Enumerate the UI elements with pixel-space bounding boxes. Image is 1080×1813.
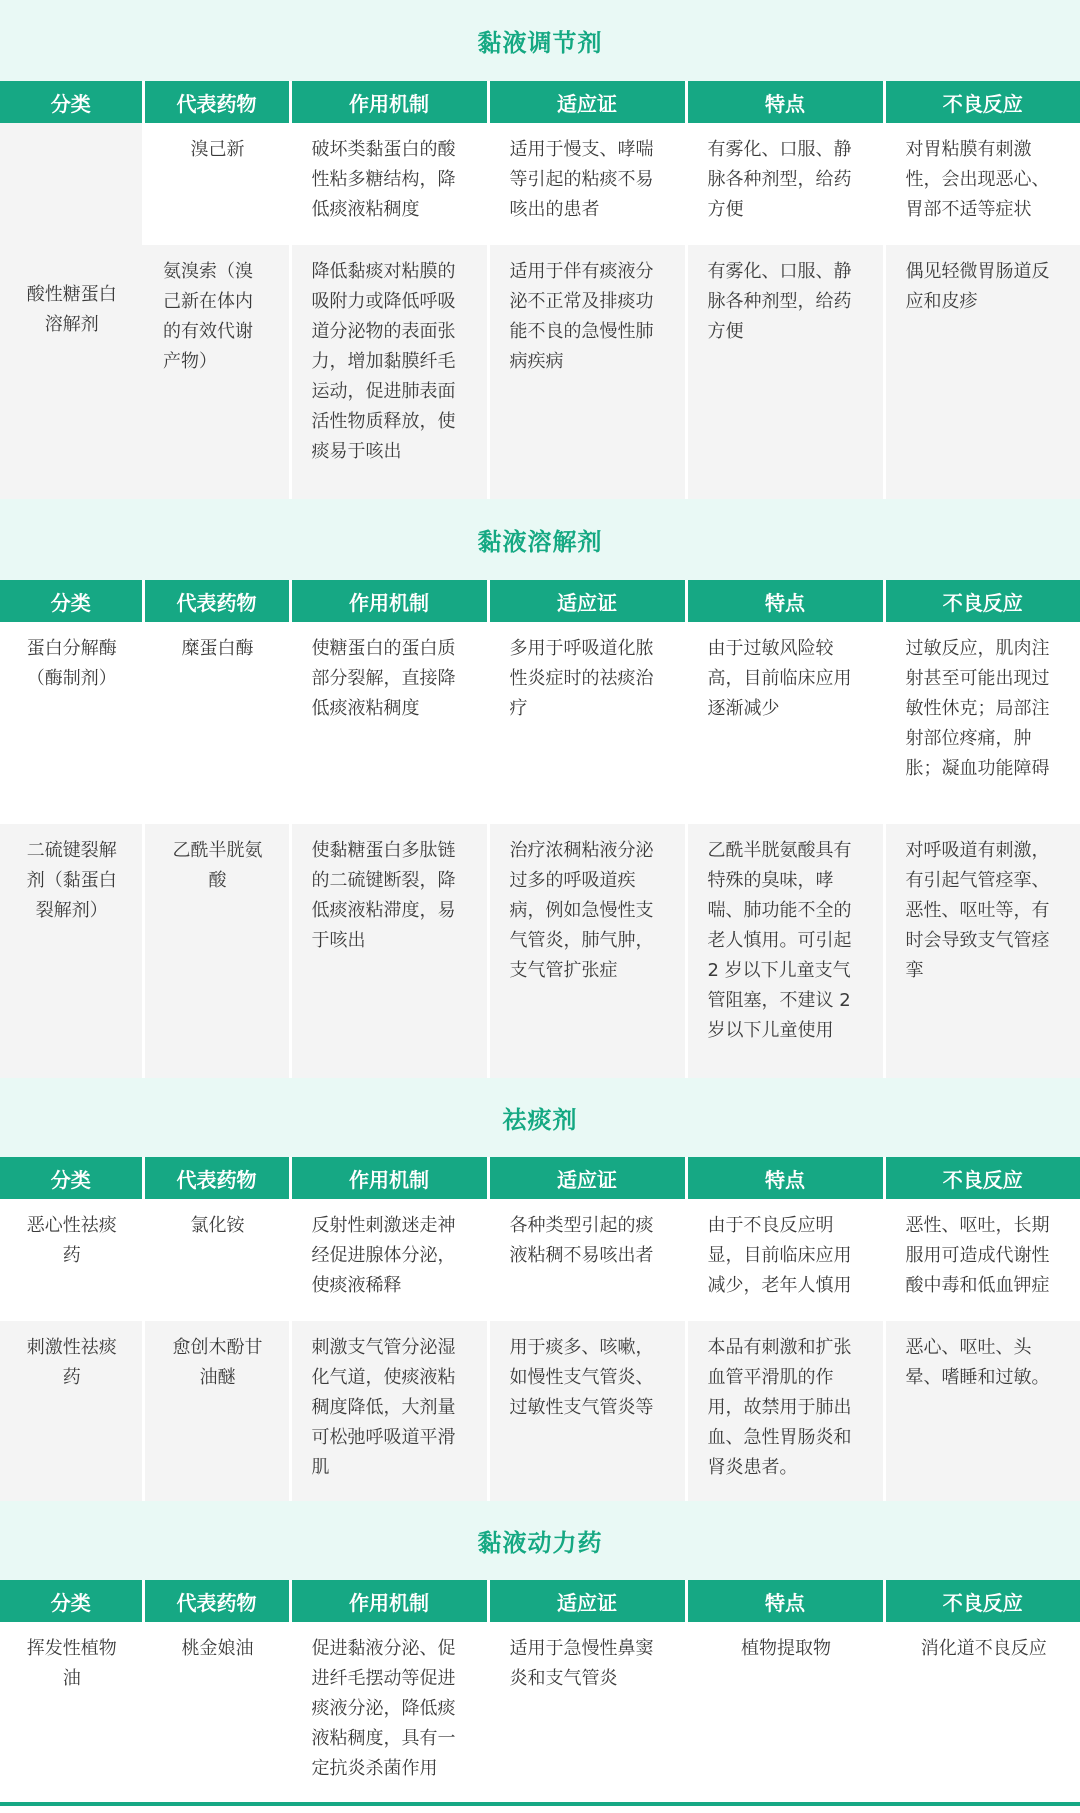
table-row [0,123,1080,245]
table-row [0,245,1080,499]
feature-cell: 植物提取物 [686,1622,884,1802]
header-feature: 特点 [686,81,884,123]
category-cell: 刺激性祛痰药 [0,1321,143,1501]
indication-cell: 适用于伴有痰液分泌不正常及排痰功能不良的急慢性肺病疾病 [488,245,686,499]
adverse-cell: 消化道不良反应 [884,1622,1080,1802]
header-adverse: 不良反应 [884,580,1080,622]
mechanism-cell: 反射性刺激迷走神经促进腺体分泌，使痰液稀释 [290,1199,488,1321]
feature-cell: 由于过敏风险较高，目前临床应用逐渐减少 [686,622,884,824]
indication-cell: 适用于慢支、哮喘等引起的粘痰不易咳出的患者 [488,123,686,245]
header-adverse: 不良反应 [884,81,1080,123]
table-header-row [0,580,1080,622]
header-category: 分类 [0,580,143,622]
header-drug: 代表药物 [143,1157,290,1199]
adverse-cell: 恶性、呕吐，长期服用可造成代谢性酸中毒和低血钾症 [884,1199,1080,1321]
indication-cell: 各种类型引起的痰液粘稠不易咳出者 [488,1199,686,1321]
drug-cell: 氯化铵 [143,1199,290,1321]
header-feature: 特点 [686,1157,884,1199]
header-feature: 特点 [686,580,884,622]
bottom-divider [0,1802,1080,1806]
header-drug: 代表药物 [143,1580,290,1622]
header-drug: 代表药物 [143,81,290,123]
header-mechanism: 作用机制 [290,81,488,123]
feature-cell: 有雾化、口服、静脉各种剂型，给药方便 [686,245,884,499]
drug-cell: 桃金娘油 [143,1622,290,1802]
adverse-cell: 对呼吸道有刺激，有引起气管痉挛、恶性、呕吐等，有时会导致支气管痉挛 [884,824,1080,1078]
category-cell: 蛋白分解酶（酶制剂） [0,622,143,824]
drug-cell: 糜蛋白酶 [143,622,290,824]
header-adverse: 不良反应 [884,1157,1080,1199]
header-indication: 适应证 [488,1580,686,1622]
table-mucus-regulator [0,81,1080,499]
mechanism-cell: 促进黏液分泌、促进纤毛摆动等促进痰液分泌，降低痰液粘稠度，具有一定抗炎杀菌作用 [290,1622,488,1802]
table-row [0,622,1080,824]
mechanism-cell: 使黏糖蛋白多肽链的二硫键断裂，降低痰液粘滞度，易于咳出 [290,824,488,1078]
header-indication: 适应证 [488,1157,686,1199]
feature-cell: 本品有刺激和扩张血管平滑肌的作用，故禁用于肺出血、急性胃肠炎和肾炎患者。 [686,1321,884,1501]
drug-cell: 氨溴索（溴己新在体内的有效代谢产物） [143,245,290,499]
drug-cell: 愈创木酚甘油醚 [143,1321,290,1501]
table-expectorant [0,1157,1080,1501]
header-category: 分类 [0,81,143,123]
feature-cell: 由于不良反应明显，目前临床应用减少，老年人慎用 [686,1199,884,1321]
drug-cell: 溴己新 [143,123,290,245]
indication-cell: 多用于呼吸道化脓性炎症时的祛痰治疗 [488,622,686,824]
header-feature: 特点 [686,1580,884,1622]
indication-cell: 治疗浓稠粘液分泌过多的呼吸道疾病，例如急慢性支气管炎，肺气肿，支气管扩张症 [488,824,686,1078]
header-indication: 适应证 [488,81,686,123]
table-header-row [0,1580,1080,1622]
feature-cell: 乙酰半胱氨酸具有特殊的臭味，哮喘、肺功能不全的老人慎用。可引起 2 岁以下儿童支气管阻塞，不建议 2 岁以下儿童使用 [686,824,884,1078]
category-cell: 恶心性祛痰药 [0,1199,143,1321]
table-mucokinetic [0,1580,1080,1802]
adverse-cell: 偶见轻微胃肠道反应和皮疹 [884,245,1080,499]
feature-cell: 有雾化、口服、静脉各种剂型，给药方便 [686,123,884,245]
mechanism-cell: 破坏类黏蛋白的酸性粘多糖结构，降低痰液粘稠度 [290,123,488,245]
table-header-row [0,1157,1080,1199]
table-row [0,1199,1080,1321]
table-header-row [0,81,1080,123]
section-title-expectorant: 祛痰剂 [0,1078,1080,1157]
adverse-cell: 过敏反应，肌肉注射甚至可能出现过敏性休克；局部注射部位疼痛，肿胀；凝血功能障碍 [884,622,1080,824]
adverse-cell: 恶心、呕吐、头晕、嗜睡和过敏。 [884,1321,1080,1501]
table-mucolytic [0,580,1080,1078]
indication-cell: 适用于急慢性鼻窦炎和支气管炎 [488,1622,686,1802]
table-row [0,1321,1080,1501]
header-indication: 适应证 [488,580,686,622]
adverse-cell: 对胃粘膜有刺激性，会出现恶心、胃部不适等症状 [884,123,1080,245]
mechanism-cell: 使糖蛋白的蛋白质部分裂解，直接降低痰液粘稠度 [290,622,488,824]
category-cell: 挥发性植物油 [0,1622,143,1802]
table-row [0,1622,1080,1802]
section-title-mucolytic: 黏液溶解剂 [0,499,1080,580]
drug-cell: 乙酰半胱氨酸 [143,824,290,1078]
category-cell: 酸性糖蛋白溶解剂 [0,123,143,499]
category-cell: 二硫键裂解剂（黏蛋白裂解剂） [0,824,143,1078]
mechanism-cell: 降低黏痰对粘膜的吸附力或降低呼吸道分泌物的表面张力，增加黏膜纤毛运动，促进肺表面活性物质释放，使痰易于咳出 [290,245,488,499]
header-adverse: 不良反应 [884,1580,1080,1622]
indication-cell: 用于痰多、咳嗽，如慢性支气管炎、过敏性支气管炎等 [488,1321,686,1501]
table-row [0,824,1080,1078]
mechanism-cell: 刺激支气管分泌湿化气道，使痰液粘稠度降低，大剂量可松弛呼吸道平滑肌 [290,1321,488,1501]
section-title-mucokinetic: 黏液动力药 [0,1501,1080,1580]
header-category: 分类 [0,1157,143,1199]
header-drug: 代表药物 [143,580,290,622]
header-category: 分类 [0,1580,143,1622]
section-title-mucus-regulator: 黏液调节剂 [0,0,1080,81]
header-mechanism: 作用机制 [290,1580,488,1622]
header-mechanism: 作用机制 [290,1157,488,1199]
header-mechanism: 作用机制 [290,580,488,622]
